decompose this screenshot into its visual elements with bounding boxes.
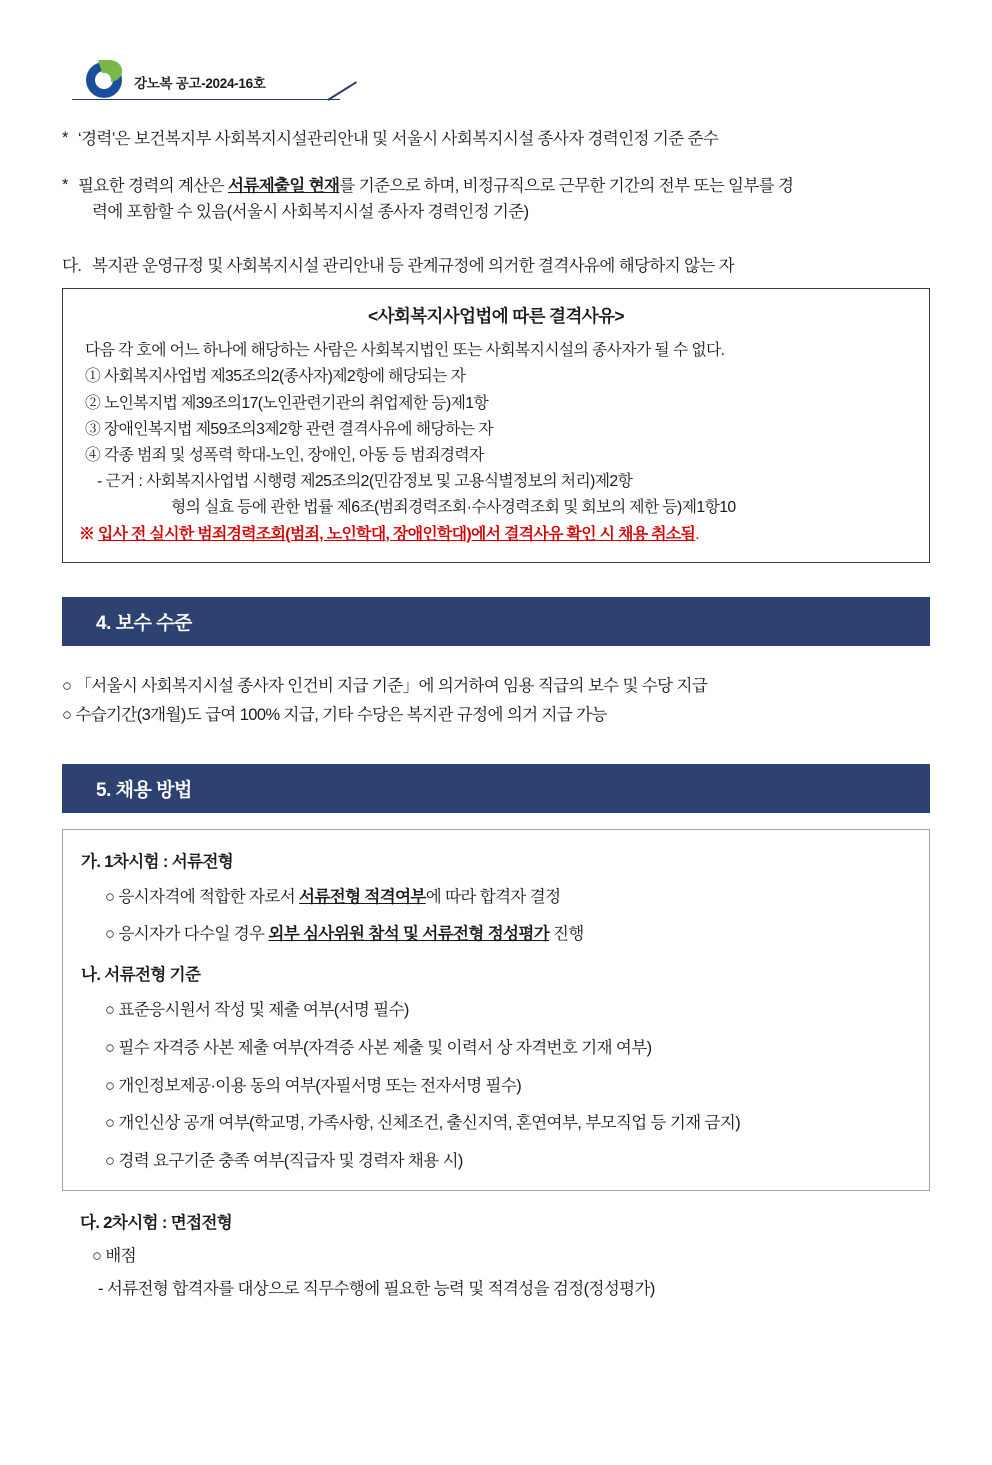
warning-text: 입사 전 실시한 범죄경력조회(범죄, 노인학대, 장애인학대)에서 결격사유 확인 시 채용 취소됨 [98, 525, 696, 543]
disqualification-item: ① 사회복지사업법 제35조의2(종사자)제2항에 해당되는 자 [85, 368, 466, 386]
note-text-block [78, 173, 930, 226]
salary-bullet: ○ 수습기간(3개월)도 급여 100% 지급, 기타 수당은 복지관 규정에 의거 지급 가능 [62, 705, 607, 724]
method-item-post: 진행 [549, 925, 584, 944]
note-text-line2: 력에 포함할 수 있음(서울시 사회복지시설 종사자 경력인정 기준) [92, 203, 529, 222]
method-second-exam [62, 1209, 930, 1299]
method-item-post: 에 따라 합격자 결정 [425, 887, 561, 906]
disqualification-basis-line-2: 형의 실효 등에 관한 법률 제6조(범죄경력조회·수사경력조회 및 회보의 제한 등)제1항10 [171, 499, 736, 517]
criteria-item: ○ 경력 요구기준 충족 여부(직급자 및 경력자 채용 시) [105, 1152, 463, 1171]
warning-mark-icon: ※ [79, 525, 95, 543]
note-text-pre: 필요한 경력의 계산은 [78, 176, 229, 195]
clause-disqualification [62, 252, 930, 276]
note-text: ‘경력’은 보건복지부 사회복지시설관리안내 및 서울시 사회복지시설 종사자 경력인정 기준 준수 [78, 130, 719, 148]
salary-bullets [62, 672, 930, 730]
note-career-standard [62, 126, 930, 153]
method-criteria-box [62, 829, 930, 1191]
criteria-item: ○ 표준응시원서 작성 및 제출 여부(서명 필수) [105, 1001, 409, 1020]
document-header [72, 62, 352, 106]
clause-text: 복지관 운영규정 및 사회복지시설 관리안내 등 관계규정에 의거한 결격사유에 해당하지 않는 자 [92, 257, 735, 276]
disqualification-item: ④ 각종 범죄 및 성폭력 학대-노인, 장애인, 아동 등 범죄경력자 [85, 447, 484, 465]
clause-marker: 다. [62, 257, 82, 276]
method-head-screening-criteria: 나. 서류전형 기준 [81, 966, 201, 985]
note-marker: * [62, 129, 69, 147]
disqualification-title: <사회복지사업법에 따른 결격사유> [367, 306, 625, 327]
note-text-underline: 서류제출일 현재 [228, 176, 340, 195]
second-exam-description: - 서류전형 합격자를 대상으로 직무수행에 필요한 능력 및 적격성을 검정(정성평가) [98, 1279, 655, 1298]
criteria-item: ○ 개인신상 공개 여부(학교명, 가족사항, 신체조건, 출신지역, 혼연여부, 부모직업 등 기재 금지) [105, 1114, 741, 1133]
method-head-second-exam: 다. 2차시험 : 면접전형 [80, 1213, 233, 1232]
disqualification-intro: 다음 각 호에 어느 하나에 해당하는 사람은 사회복지법인 또는 사회복지시설의 종사자가 될 수 없다. [85, 342, 725, 360]
method-item-underline: 외부 심사위원 참석 및 서류전형 정성평가 [268, 925, 550, 944]
note-marker: * [62, 175, 69, 194]
method-item-underline: 서류전형 적격여부 [299, 887, 426, 906]
section-heading-method: 5. 채용 방법 [62, 764, 930, 813]
document-page [0, 62, 992, 1465]
disqualification-warning [79, 522, 913, 548]
method-head-first-exam: 가. 1차시험 : 서류전형 [81, 852, 234, 871]
note-text-post: 를 기준으로 하며, 비정규직으로 근무한 기간의 전부 또는 일부를 경 [339, 176, 794, 195]
disqualification-box [62, 288, 930, 563]
method-item-pre: ○ 응시자격에 적합한 자로서 [105, 887, 300, 906]
criteria-item: ○ 필수 자격증 사본 제출 여부(자격증 사본 제출 및 이력서 상 자격번호 기재 여부) [105, 1038, 652, 1057]
disqualification-item: ② 노인복지법 제39조의17(노인관련기관의 취업제한 등)제1항 [85, 394, 489, 412]
document-content [0, 126, 992, 1299]
section-heading-salary: 4. 보수 수준 [62, 597, 930, 646]
notice-number-label: 강노복 공고-2024-16호 [134, 76, 266, 91]
method-item-screening-decision [63, 885, 929, 910]
disqualification-item: ③ 장애인복지법 제59조의3제2항 관련 결격사유에 해당하는 자 [85, 420, 493, 438]
note-career-calculation [62, 173, 930, 226]
criteria-item: ○ 개인정보제공·이용 동의 여부(자필서명 또는 전자서명 필수) [105, 1076, 522, 1095]
warning-period: . [695, 525, 699, 543]
method-item-external-reviewer [63, 922, 929, 947]
organization-logo-icon [86, 62, 122, 98]
disqualification-basis-line-1: - 근거 : 사회복지사업법 시행령 제25조의2(민감정보 및 고용식별정보의 처리)제2항 [97, 473, 633, 491]
second-exam-score-label: ○ 배점 [92, 1246, 137, 1265]
salary-bullet: ○ 「서울시 사회복지시설 종사자 인건비 지급 기준」에 의거하여 임용 직급의 보수 및 수당 지급 [62, 676, 708, 695]
method-item-pre: ○ 응시자가 다수일 경우 [105, 925, 269, 944]
